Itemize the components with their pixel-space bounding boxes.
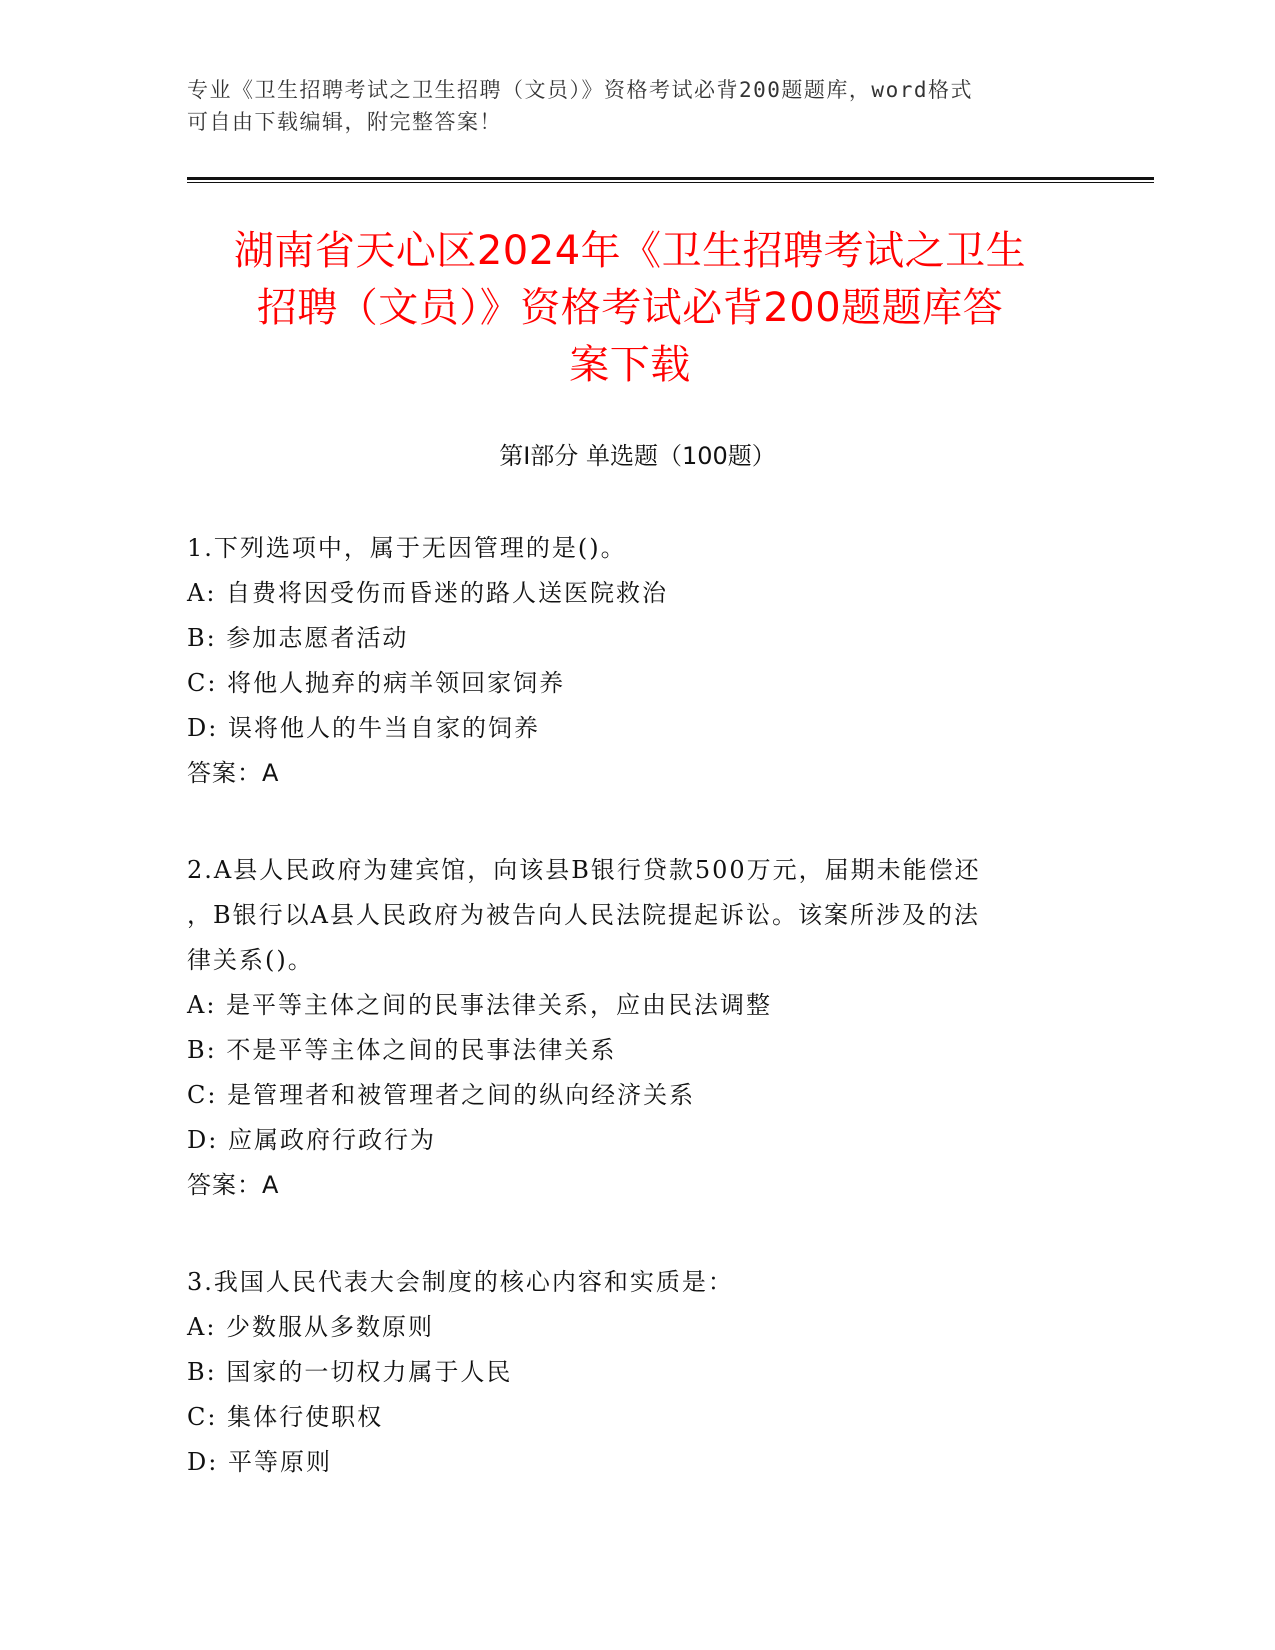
answer: 答案：A [187,1171,280,1199]
question-stem: 3.我国人民代表大会制度的核心内容和实质是： [187,1268,734,1296]
title-line-2: 招聘（文员）》资格考试必背200题题库答 [256,285,1004,331]
option-a: A: 是平等主体之间的民事法律关系，应由民法调整 [187,991,773,1019]
question-stem: 1.下列选项中，属于无因管理的是()。 [187,534,627,562]
option-d: D: 误将他人的牛当自家的饲养 [187,714,540,742]
option-d: D: 应属政府行政行为 [187,1126,436,1154]
header-note-line-1: 专业《卫生招聘考试之卫生招聘（文员）》资格考试必背200题题库，word格式 [187,78,973,102]
question-list [187,526,1087,1485]
question-2 [187,848,1087,1208]
option-a: A: 少数服从多数原则 [187,1313,435,1341]
section-heading: 第I部分 单选题（100题） [499,442,776,470]
option-b: B: 国家的一切权力属于人民 [187,1358,513,1386]
title-line-1: 湖南省天心区2024年《卫生招聘考试之卫生 [233,228,1027,274]
question-spacer [187,1208,1087,1260]
option-b: B: 不是平等主体之间的民事法律关系 [187,1036,617,1064]
option-b: B: 参加志愿者活动 [187,624,409,652]
question-stem-continued: ，B银行以A县人民政府为被告向人民法院提起诉讼。该案所涉及的法 [187,901,980,929]
document-title [170,223,1090,394]
option-c: C: 集体行使职权 [187,1403,384,1431]
question-1 [187,526,1087,796]
header-note-line-2: 可自由下载编辑，附完整答案！ [187,110,502,134]
option-d: D: 平等原则 [187,1448,332,1476]
option-c: C: 将他人抛弃的病羊领回家饲养 [187,669,566,697]
question-spacer [187,796,1087,848]
answer: 答案：A [187,759,280,787]
question-stem: 2.A县人民政府为建宾馆，向该县B银行贷款500万元，届期未能偿还 [187,856,981,884]
header-note [187,74,1067,138]
header-divider-thin [187,182,1154,183]
title-line-3: 案下载 [569,342,691,388]
option-c: C: 是管理者和被管理者之间的纵向经济关系 [187,1081,696,1109]
option-a: A: 自费将因受伤而昏迷的路人送医院救治 [187,579,669,607]
question-3 [187,1260,1087,1485]
header-divider-thick [187,177,1154,180]
question-stem-continued: 律关系()。 [187,946,314,974]
